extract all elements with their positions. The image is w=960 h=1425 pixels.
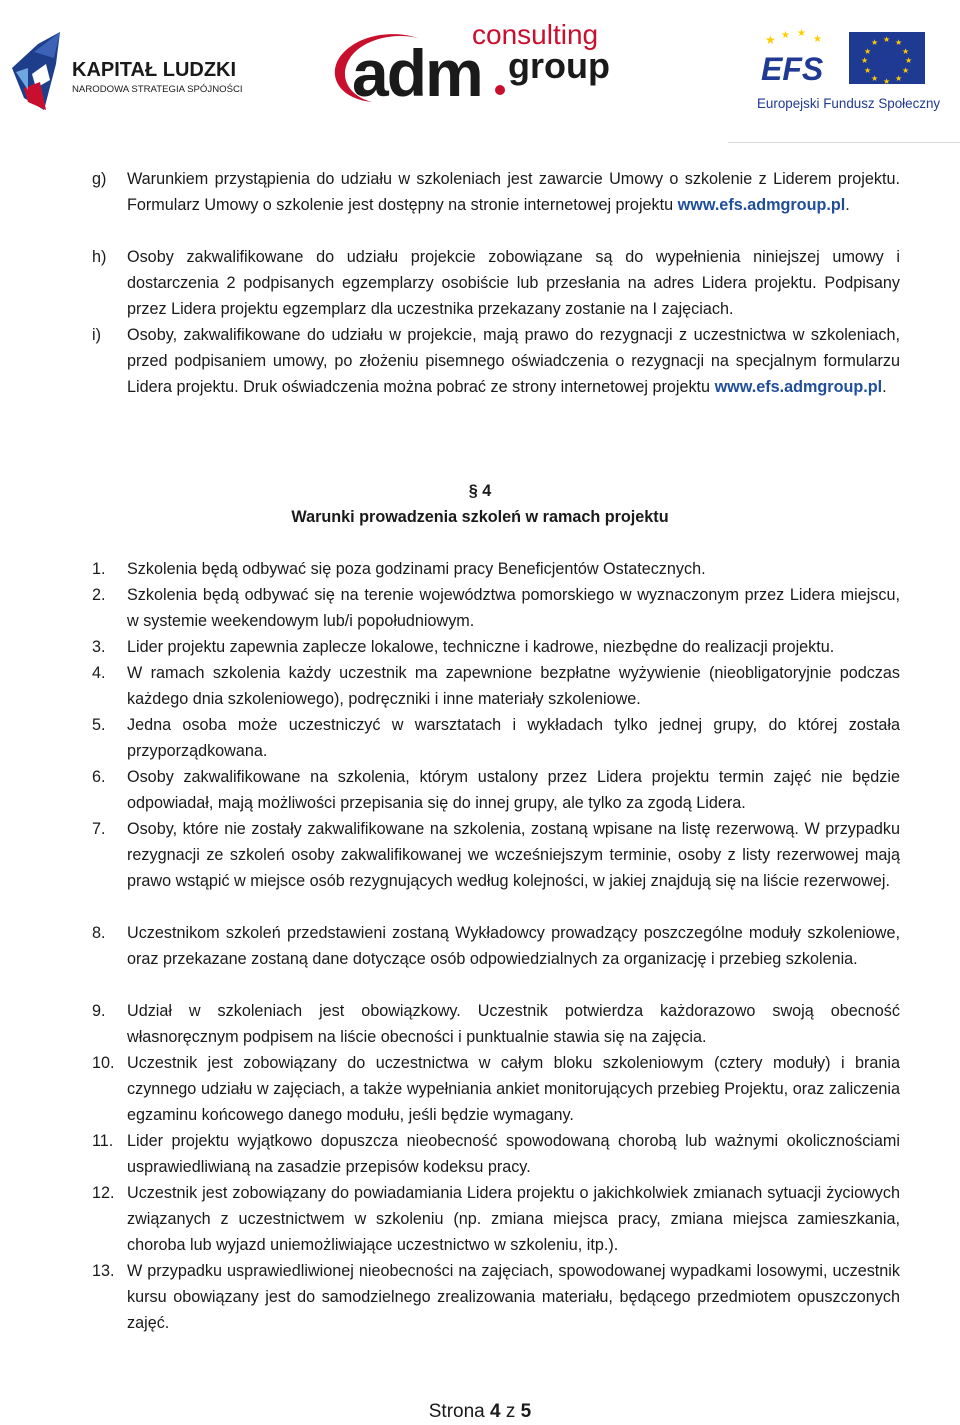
list-item xyxy=(92,712,900,764)
project-website-link[interactable]: www.efs.admgroup.pl xyxy=(677,196,846,214)
list-item xyxy=(92,660,900,712)
list-item xyxy=(92,920,900,972)
list-item-label: 3. xyxy=(92,638,106,656)
list-item-text: Osoby, które nie zostały zakwalifikowane na szkolenia, zostaną wpisane na listę rezerwową. W przypadku rezygnacji ze szkoleń osoby zakwalifikowanej we wcześniejszym terminie, osoby z listy rezerwowej mają prawo wstąpić w miejsce osób rezygnujących według kolejności, w jakiej znajdują się na liście rezerwowej. xyxy=(127,820,900,890)
efs-eu-logo xyxy=(755,22,955,122)
footer-prefix: Strona xyxy=(428,1401,485,1422)
list-item-label: 13. xyxy=(92,1262,115,1280)
list-item-text: Lider projektu zapewnia zaplecze lokalowe, techniczne i kadrowe, niezbędne do realizacji projektu. xyxy=(127,638,835,656)
list-item-text: Jedna osoba może uczestniczyć w warsztatach i wykładach tylko jednej grupy, do której została przyporządkowana. xyxy=(127,716,900,760)
adm-logo-dot xyxy=(495,85,505,95)
adm-consulting-group-logo xyxy=(322,18,612,114)
list-item-text: Uczestnik jest zobowiązany do uczestnictwa w całym bloku szkoleniowym (cztery moduły) i brania czynnego udziału w zajęciach, a także wypełniania ankiet monitorujących przebieg Projektu, oraz zaliczenia egzaminu końcowego danego modułu, jeśli będzie wymagany. xyxy=(127,1054,900,1124)
list-item xyxy=(92,1180,900,1258)
adm-logo-top: consulting xyxy=(472,19,599,50)
svg-text:★: ★ xyxy=(871,74,879,83)
list-item-text: Udział w szkoleniach jest obowiązkowy. Uczestnik potwierdza każdorazowo swoją obecność własnoręcznym podpisem na liście obecności i punktualnie stawia się na zajęcia. xyxy=(127,1002,900,1046)
footer-of: z xyxy=(505,1401,516,1422)
list-item-text: Lider projektu wyjątkowo dopuszcza nieobecność spowodowaną chorobą lub ważnymi okolicznościami usprawiedliwianą na zasadzie przepisów kodeksu pracy. xyxy=(127,1132,900,1176)
list-item xyxy=(92,634,900,660)
page-footer xyxy=(0,1399,960,1425)
svg-text:★: ★ xyxy=(902,47,910,56)
svg-text:★: ★ xyxy=(895,38,903,47)
svg-text:★: ★ xyxy=(895,74,903,83)
list-item-label: 6. xyxy=(92,768,106,786)
svg-text:★: ★ xyxy=(861,56,869,65)
list-item xyxy=(92,582,900,634)
svg-text:★: ★ xyxy=(864,66,872,75)
list-item-text: W ramach szkolenia każdy uczestnik ma zapewnione bezpłatne wyżywienie (nieobligatoryjnie podczas każdego dnia szkoleniowego), podręczniki i inne materiały szkoleniowe. xyxy=(127,664,900,708)
project-website-link[interactable]: www.efs.admgroup.pl xyxy=(714,378,883,396)
list-item xyxy=(92,244,900,322)
kapital-ludzki-name: KAPITAŁ LUDZKI xyxy=(72,59,237,81)
list-item-text: Warunkiem przystąpienia do udziału w szkoleniach jest zawarcie Umowy o szkolenie z Liderem projektu. Formularz Umowy o szkolenie jest dostępny na stronie internetowej projektu www.efs.admgroup.pl. xyxy=(127,170,900,214)
list-item-label: 9. xyxy=(92,1002,106,1020)
list-item-label: g) xyxy=(92,170,107,188)
header-divider xyxy=(728,142,960,143)
list-item-label: i) xyxy=(92,326,101,344)
kapital-ludzki-subtitle: NARODOWA STRATEGIA SPÓJNOŚCI xyxy=(72,84,243,95)
list-item xyxy=(92,322,900,400)
page-header xyxy=(0,0,960,150)
list-item xyxy=(92,556,900,582)
adm-logo-sub: group xyxy=(508,45,610,86)
list-item-text: Osoby zakwalifikowane na szkolenia, którym ustalony przez Lidera projektu termin zajęć nie będzie odpowiadał, mają możliwości przepisania się do innej grupy, ale tylko za zgodą Lidera. xyxy=(127,768,900,812)
list-item-text: Uczestnikom szkoleń przedstawieni zostaną Wykładowcy prowadzący poszczególne moduły szkoleniowe, oraz przekazane zostaną dane dotyczące osób odpowiedzialnych za organizację i przebieg szkolenia. xyxy=(127,924,900,968)
svg-text:★: ★ xyxy=(883,35,891,44)
efs-stars-icon xyxy=(765,28,822,47)
list-item-label: 8. xyxy=(92,924,106,942)
section-title: Warunki prowadzenia szkoleń w ramach projektu xyxy=(291,508,669,526)
svg-text:★: ★ xyxy=(905,56,913,65)
list-item xyxy=(92,1258,900,1336)
svg-text:★: ★ xyxy=(797,28,806,39)
list-item-label: 7. xyxy=(92,820,106,838)
footer-page-number: 4 xyxy=(490,1401,501,1422)
list-item-label: 12. xyxy=(92,1184,115,1202)
list-item-label: 1. xyxy=(92,560,106,578)
list-item-label: 2. xyxy=(92,586,106,604)
list-item-label: 10. xyxy=(92,1054,115,1072)
list-item-label: 4. xyxy=(92,664,106,682)
list-item-text: Szkolenia będą odbywać się poza godzinami pracy Beneficjentów Ostatecznych. xyxy=(127,560,706,578)
svg-text:★: ★ xyxy=(902,66,910,75)
list-item xyxy=(92,166,900,218)
list-item-label: 5. xyxy=(92,716,106,734)
list-item xyxy=(92,1128,900,1180)
list-item-text: Osoby zakwalifikowane do udziału projekcie zobowiązane są do wypełnienia niniejszej umowy i dostarczenia 2 podpisanych egzemplarzy osobiście lub przesłania na adres Lidera projektu. Podpisany przez Lidera projektu egzemplarz dla uczestnika przekazany zostanie na I zajęciach. xyxy=(127,248,900,318)
footer-total-pages: 5 xyxy=(520,1401,532,1422)
list-item-text: Osoby, zakwalifikowane do udziału w projekcie, mają prawo do rezygnacji z uczestnictwa w szkoleniach, przed podpisaniem umowy, po złożeniu pisemnego oświadczenia o rezygnacji na specjalnym formularzu Lidera projektu. Druk oświadczenia można pobrać ze strony internetowej projektu www.efs.admgroup.pl. xyxy=(127,326,900,396)
svg-text:★: ★ xyxy=(765,33,776,47)
list-item-text: W przypadku usprawiedliwionej nieobecności na zajęciach, spowodowanej wypadkami losowymi, uczestnik kursu obowiązany jest do samodzielnego zrealizowania materiału, będącego przedmiotem opuszczonych zajęć. xyxy=(127,1262,900,1332)
efs-logo-caption: Europejski Fundusz Społeczny xyxy=(757,96,941,111)
kapital-ludzki-logo xyxy=(6,24,256,120)
section-number: § 4 xyxy=(468,482,492,500)
list-item xyxy=(92,764,900,816)
efs-logo-mark: EFS xyxy=(761,51,824,87)
adm-logo-main: adm xyxy=(352,36,482,110)
list-item xyxy=(92,1050,900,1128)
list-item xyxy=(92,998,900,1050)
list-item-text: Uczestnik jest zobowiązany do powiadamiania Lidera projektu o jakichkolwiek zmianach sytuacji życiowych związanych z uczestnictwem w szkoleniu (np. zmiana miejsca pracy, zmiana miejsca zamieszkania, choroba lub wyjazd uniemożliwiające uczestnictwo w szkoleniu, itp.). xyxy=(127,1184,900,1254)
svg-text:★: ★ xyxy=(864,47,872,56)
svg-text:★: ★ xyxy=(813,34,822,45)
svg-text:★: ★ xyxy=(883,77,891,86)
list-item-text: Szkolenia będą odbywać się na terenie województwa pomorskiego w wyznaczonym przez Lidera miejscu, w systemie weekendowym lub/i popołudniowym. xyxy=(127,586,900,630)
list-item-label: 11. xyxy=(92,1132,114,1150)
svg-text:★: ★ xyxy=(871,38,879,47)
svg-text:★: ★ xyxy=(781,30,790,41)
list-item-label: h) xyxy=(92,248,107,266)
list-item xyxy=(92,816,900,894)
